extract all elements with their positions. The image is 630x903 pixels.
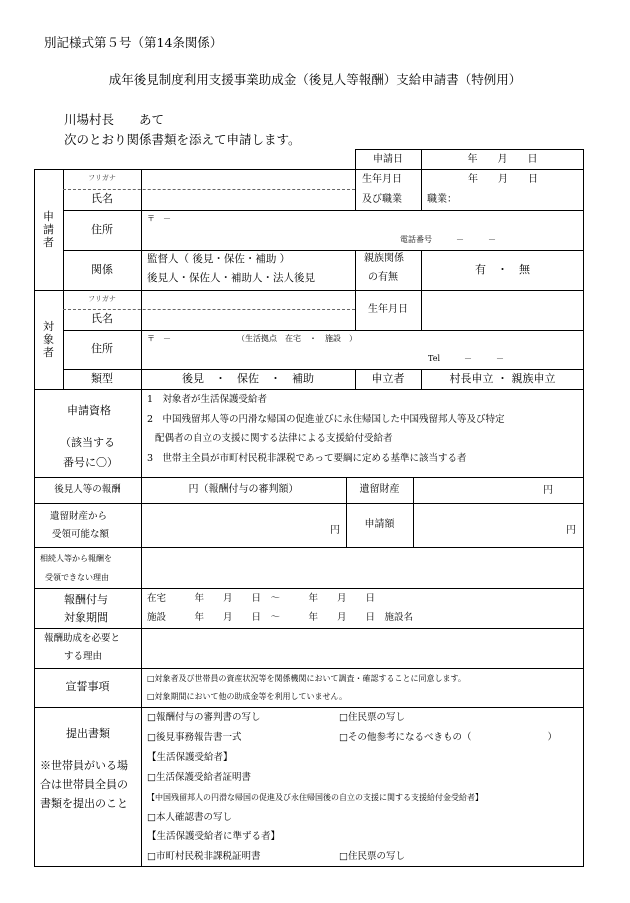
eligibility-label-3: 番号に〇） bbox=[63, 456, 118, 469]
period-label-2: 対象期間 bbox=[64, 611, 108, 624]
applicant-dob-label-2: 及び職業 bbox=[362, 194, 402, 205]
applicant-name-label: 氏名 bbox=[91, 192, 113, 206]
reason-label-1: 報酬助成を必要と bbox=[44, 633, 121, 644]
subject-tel[interactable]: Tel － － bbox=[428, 354, 505, 363]
eligibility-item-2a[interactable]: 2 中国残留邦人等の円滑な帰国の促進並びに永住帰国した中国残留邦人等及び特定 bbox=[147, 414, 505, 425]
subject-dob-label: 生年月日 bbox=[368, 304, 408, 316]
receivable-unit[interactable]: 円 bbox=[330, 525, 340, 536]
heirs-reason-field[interactable] bbox=[141, 547, 584, 588]
applicant-relation-label: 関係 bbox=[91, 262, 113, 276]
applicant-kin-label-2: の有無 bbox=[368, 272, 398, 283]
subject-filer-label: 申立者 bbox=[371, 371, 405, 385]
applicant-name-field[interactable] bbox=[141, 169, 355, 210]
doc-report-set[interactable]: □後見事務報告書一式 bbox=[147, 732, 242, 743]
doc-heading-welfare: 【生活保護受給者】 bbox=[147, 752, 233, 763]
request-amount-label: 申請額 bbox=[364, 519, 395, 531]
period-home-line[interactable]: 在宅 年 月 日 ～ 年 月 日 bbox=[147, 593, 376, 604]
period-facility-line[interactable]: 施設 年 月 日 ～ 年 月 日 施設名 bbox=[147, 612, 414, 623]
intro-text: 次のとおり関係書類を添えて申請します。 bbox=[64, 132, 301, 147]
doc-heading-semi: 【生活保護受給者に準ずる者】 bbox=[147, 831, 281, 842]
eligibility-label-1: 申請資格 bbox=[67, 404, 111, 417]
reason-field[interactable] bbox=[141, 628, 584, 668]
subject-name-field[interactable] bbox=[141, 290, 355, 330]
eligibility-item-1[interactable]: 1 対象者が生活保護受給者 bbox=[147, 394, 268, 405]
doc-resident-record-2[interactable]: □住民票の写し bbox=[339, 851, 405, 862]
application-date-value[interactable]: 年 月 日 bbox=[467, 153, 538, 165]
applicant-section-label: 申 請 者 bbox=[43, 209, 54, 250]
subject-section-label: 対 象 者 bbox=[43, 319, 54, 360]
subject-type-label: 類型 bbox=[91, 371, 113, 385]
compensation-value[interactable]: 円（報酬付与の審判額） bbox=[188, 484, 299, 496]
document-title: 成年後見制度利用支援事業助成金（後見人等報酬）支給申請書（特例用） bbox=[108, 72, 522, 87]
doc-resident-record[interactable]: □住民票の写し bbox=[339, 712, 405, 723]
applicant-relation-line1[interactable]: 監督人（ 後見・保佐・補助 ） bbox=[147, 253, 291, 265]
subject-filer-value[interactable]: 村長申立 ・ 親族申立 bbox=[449, 371, 556, 385]
applicant-kin-label-1: 親族関係 bbox=[364, 253, 404, 264]
receivable-label-2: 受領可能な額 bbox=[52, 529, 110, 540]
eligibility-item-3[interactable]: 3 世帯主全員が市町村民税非課税であって要綱に定める基準に該当する者 bbox=[147, 453, 467, 464]
applicant-occupation-label: 職業： bbox=[427, 194, 457, 205]
documents-note-2: 合は世帯員全員の bbox=[40, 778, 128, 791]
subject-name-label: 氏名 bbox=[91, 312, 113, 326]
compensation-label: 後見人等の報酬 bbox=[54, 483, 121, 495]
subject-postal-mark[interactable]: 〒 － bbox=[147, 334, 171, 343]
form-number: 別記様式第５号（第14条関係） bbox=[44, 35, 223, 50]
applicant-dob-value[interactable]: 年 月 日 bbox=[468, 174, 538, 185]
subject-dob-field[interactable] bbox=[421, 290, 584, 330]
doc-tax-exempt-certificate[interactable]: □市町村民税非課税証明書 bbox=[147, 851, 261, 862]
subject-address-label: 住所 bbox=[91, 342, 113, 356]
documents-note-1: ※世帯員がいる場 bbox=[40, 759, 128, 772]
applicant-postal-mark[interactable]: 〒 － bbox=[147, 214, 171, 223]
estate-label: 遺留財産 bbox=[359, 484, 400, 496]
heirs-label-2: 受領できない理由 bbox=[45, 573, 109, 582]
subject-type-value[interactable]: 後見 ・ 保佐 ・ 補助 bbox=[182, 371, 314, 385]
eligibility-label-2: （該当する bbox=[60, 436, 115, 449]
period-label-1: 報酬付与 bbox=[64, 593, 108, 606]
receivable-label-1: 遺留財産から bbox=[50, 511, 108, 522]
application-date-label: 申請日 bbox=[373, 153, 403, 165]
applicant-address-label: 住所 bbox=[91, 222, 113, 236]
applicant-furigana-label: フリガナ bbox=[88, 174, 116, 183]
pledge-item-2[interactable]: □対象期間において他の助成金等を利用していません。 bbox=[147, 692, 348, 701]
heirs-label-1: 相続人等から報酬を bbox=[40, 554, 112, 563]
doc-id-copy[interactable]: □本人確認書の写し bbox=[147, 812, 232, 823]
doc-heading-china: 【中国残留邦人の円滑な帰国の促進及び永住帰国後の自立の支援に関する支援給付金受給者】 bbox=[147, 793, 483, 802]
applicant-dob-label-1: 生年月日 bbox=[362, 174, 402, 185]
applicant-phone[interactable]: 電話番号 － － bbox=[400, 235, 496, 244]
doc-ruling-copy[interactable]: □報酬付与の審判書の写し bbox=[147, 712, 261, 723]
addressee: 川場村長 あて bbox=[64, 112, 165, 127]
subject-furigana-label: フリガナ bbox=[88, 294, 116, 303]
documents-note-3: 書類を提出のこと bbox=[40, 797, 128, 810]
request-amount-unit[interactable]: 円 bbox=[566, 525, 576, 536]
applicant-relation-line2[interactable]: 後見人・保佐人・補助人・法人後見 bbox=[147, 272, 315, 284]
doc-other-reference[interactable]: □その他参考になるべきもの（ ） bbox=[339, 732, 557, 743]
pledge-label: 宣誓事項 bbox=[65, 680, 110, 694]
eligibility-item-2b: 配偶者の自立の支援に関する法律による支援給付受給者 bbox=[155, 433, 393, 444]
pledge-item-1[interactable]: □対象者及び世帯員の資産状況等を関係機関において調査・確認することに同意します。 bbox=[147, 674, 466, 683]
subject-living-base[interactable]: （生活拠点 在宅 ・ 施設 ） bbox=[237, 334, 357, 343]
applicant-kin-value[interactable]: 有 ・ 無 bbox=[475, 262, 530, 276]
reason-label-2: する理由 bbox=[64, 651, 103, 662]
doc-welfare-certificate[interactable]: □生活保護受給者証明書 bbox=[147, 772, 251, 783]
documents-label: 提出書類 bbox=[66, 727, 110, 740]
estate-unit[interactable]: 円 bbox=[543, 485, 553, 496]
